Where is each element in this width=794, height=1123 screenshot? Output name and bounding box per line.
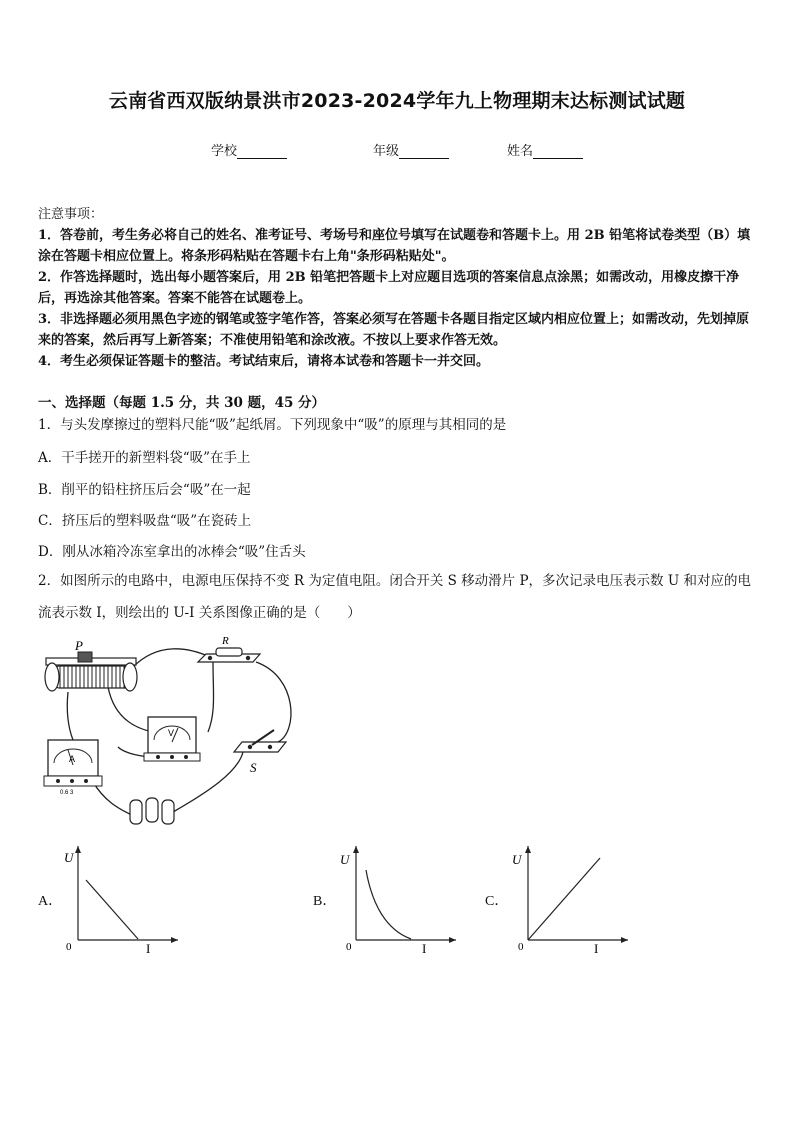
wire [208, 662, 214, 732]
graph-c [508, 842, 633, 957]
graph-c-option: C． [485, 894, 509, 909]
note-item: 2．作答选择题时，选出每小题答案后，用 2B 铅笔把答题卡上对应题目选项的答案信息点涂黑；如需改动，用橡皮擦干净后，再选涂其他答案。答案不能答在试题卷上。 [38, 270, 740, 306]
name-label: 姓名 [507, 144, 534, 159]
graph-curve [366, 870, 411, 939]
graph-b-ylabel: U [340, 852, 350, 867]
ammeter-label: A [69, 754, 76, 764]
slider-label: P [75, 638, 83, 653]
q1-option-a: A．干手搓开的新塑料袋“吸”在手上 [38, 450, 251, 466]
wire [93, 782, 135, 817]
graph-b [336, 842, 461, 957]
grade-blank[interactable] [399, 144, 449, 159]
graph-c-origin: 0 [518, 941, 524, 953]
grade-field [373, 140, 449, 159]
graph-line [86, 880, 138, 939]
rheostat [45, 652, 137, 691]
name-blank[interactable] [533, 144, 583, 159]
graph-a [58, 842, 183, 957]
ammeter-scale-label: 0.6 3 [60, 790, 74, 796]
resistor [198, 648, 260, 662]
q2-stem-line2: 流表示数 I，则绘出的 U-I 关系图像正确的是（ ） [38, 605, 361, 621]
wire [67, 692, 73, 740]
switch [234, 730, 286, 752]
q1-option-b: B．削平的铅柱挤压后会“吸”在一起 [38, 482, 251, 498]
graph-c-ylabel: U [512, 852, 522, 867]
graph-a-origin: 0 [66, 941, 72, 953]
question-1-stem: 1．与头发摩擦过的塑料尺能“吸”起纸屑。下列现象中“吸”的原理与其相同的是 [38, 417, 507, 433]
voltmeter [144, 717, 200, 761]
graph-a-option: A． [38, 894, 63, 909]
graph-c-xlabel: I [594, 941, 599, 956]
wire [133, 649, 210, 667]
school-label: 学校 [211, 144, 238, 159]
graph-a-xlabel: I [146, 941, 151, 956]
graph-b-xlabel: I [422, 941, 427, 956]
switch-label: S [250, 760, 257, 775]
voltmeter-label: V [168, 728, 175, 738]
school-field [211, 140, 287, 159]
circuit-diagram [38, 632, 308, 832]
exam-notes [38, 204, 760, 372]
note-item: 4．考生必须保证答题卡的整洁。考试结束后，请将本试卷和答题卡一并交回。 [38, 354, 490, 369]
question-2-stem [38, 571, 760, 624]
grade-label: 年级 [373, 144, 400, 159]
q1-option-d: D．刚从冰箱冷冻室拿出的冰棒会“吸”住舌头 [38, 544, 306, 560]
note-item: 3．非选择题必须用黑色字迹的钢笔或签字笔作答，答案必须写在答题卡各题目指定区域内相应位置上；如需改动，先划掉原来的答案，然后再写上新答案；不准使用铅笔和涂改液。不按以上要求作答无效。 [38, 312, 750, 348]
graph-b-option: B． [313, 894, 337, 909]
section-heading: 一、选择题（每题 1.5 分，共 30 题，45 分） [38, 395, 326, 411]
page-title: 云南省西双版纳景洪市2023-2024学年九上物理期末达标测试试题 [108, 90, 686, 112]
note-item: 1．答卷前，考生务必将自己的姓名、准考证号、考场号和座位号填写在试题卷和答题卡上。用 2B 铅笔将试卷类型（B）填涂在答题卡相应位置上。将条形码粘贴在答题卡右上角"条形码粘贴处"。 [38, 228, 751, 264]
wire [108, 687, 153, 732]
graph-line [528, 858, 600, 940]
school-blank[interactable] [237, 144, 287, 159]
graph-b-origin: 0 [346, 941, 352, 953]
name-field [507, 140, 583, 159]
q2-stem-line1: 2．如图所示的电路中，电源电压保持不变 R 为定值电阻。闭合开关 S 移动滑片 P，多次记录电压表示数 U 和对应的电 [38, 573, 752, 589]
resistor-label: R [222, 635, 229, 647]
graph-a-ylabel: U [64, 850, 74, 865]
notes-heading: 注意事项： [38, 207, 104, 222]
q1-option-c: C．挤压后的塑料吸盘“吸”在瓷砖上 [38, 513, 252, 529]
battery [130, 798, 174, 824]
